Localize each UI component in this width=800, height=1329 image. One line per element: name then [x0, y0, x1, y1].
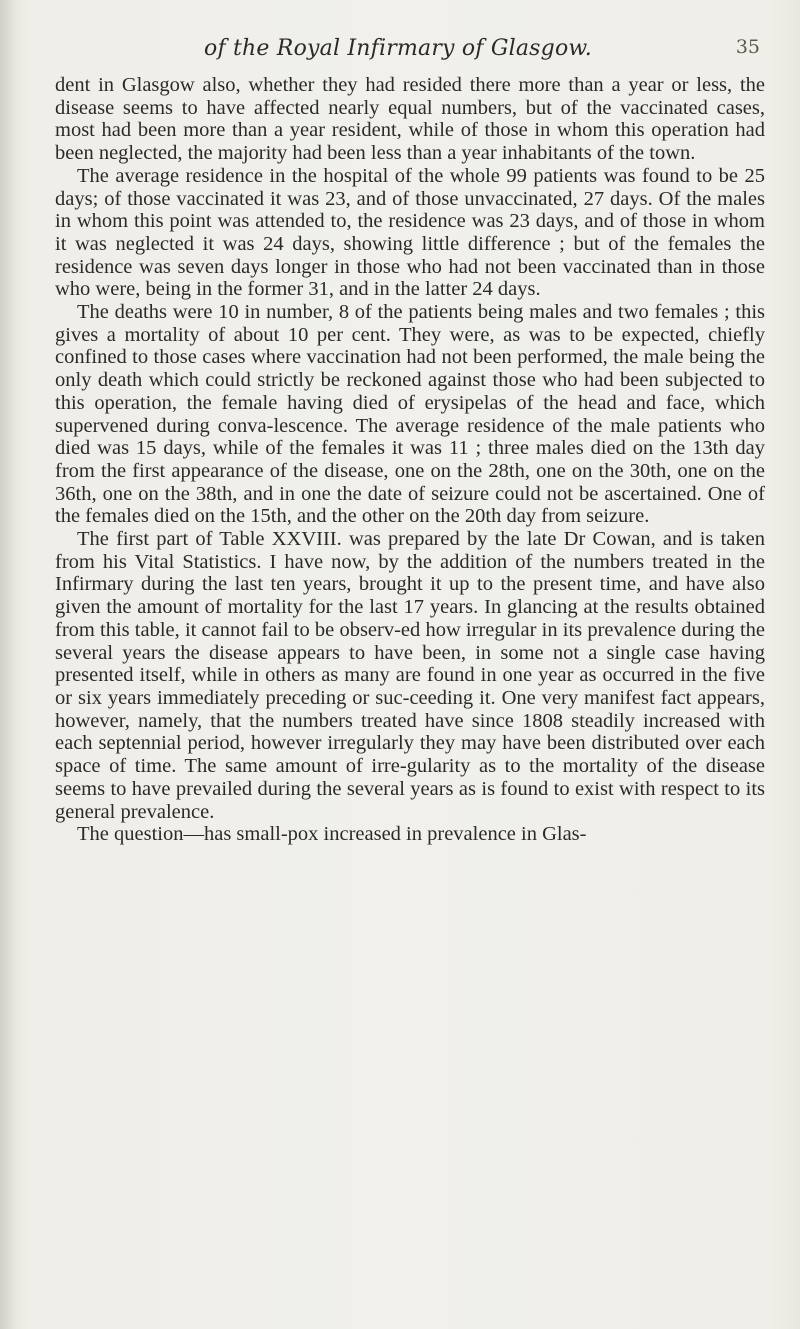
text-body [55, 74, 765, 846]
paragraph-table-xxviii: The first part of Table XXVIII. was prepared by the late Dr Cowan, and is taken from his Vital Statistics. I have now, by the addition of the numbers treated in the Infirmary during the last ten years, brought it up to the present time, and have also given the amount of mortality for the last 17 years. In glancing at the results obtained from this table, it cannot fail to be observ-ed how irregular in its prevalence during the several years the disease appears to have been, in some not a single case having presented itself, while in others as many are found in one year as occurred in the five or six years immediately preceding or suc-ceeding it. One very manifest fact appears, however, namely, that the numbers treated have since 1808 steadily increased with each septennial period, however irregularly they may have been distributed over each space of time. The same amount of irre-gularity as to the mortality of the disease seems to have prevailed during the several years as is found to exist with respect to its general prevalence. [55, 528, 765, 823]
running-head [60, 36, 760, 66]
paragraph-deaths: The deaths were 10 in number, 8 of the patients being males and two females ; this gives a mortality of about 10 per cent. They were, as was to be expected, chiefly confined to those cases where vaccination had not been performed, the male being the only death which could strictly be reckoned against those who had been subjected to this operation, the female having died of erysipelas of the head and face, which supervened during conva-lescence. The average residence of the male patients who died was 15 days, while of the females it was 11 ; three males died on the 13th day from the first appearance of the disease, one on the 28th, one on the 30th, one on the 36th, one on the 38th, and in one the date of seizure could not be ascertained. One of the females died on the 15th, and the other on the 20th day from seizure. [55, 301, 765, 528]
paragraph-average-residence: The average residence in the hospital of the whole 99 patients was found to be 25 days; of those vaccinated it was 23, and of those unvaccinated, 27 days. Of the males in whom this point was attended to, the residence was 23 days, and of those in whom it was neglected it was 24 days, showing little difference ; but of the females the residence was seven days longer in those who had not been vaccinated than in those who were, being in the former 31, and in the latter 24 days. [55, 164, 765, 301]
paragraph-continued: dent in Glasgow also, whether they had resided there more than a year or less, the disease seems to have affected nearly equal numbers, but of the vaccinated cases, most had been more than a year resident, while of those in whom this operation had been neglected, the majority had been less than a year inhabitants of the town. [55, 74, 765, 165]
running-title: of the Royal Infirmary of Glasgow. [204, 36, 592, 61]
gutter-shadow [0, 0, 18, 1329]
paragraph-question: The question—has small-pox increased in prevalence in Glas- [77, 823, 587, 846]
page-number: 35 [735, 36, 760, 58]
